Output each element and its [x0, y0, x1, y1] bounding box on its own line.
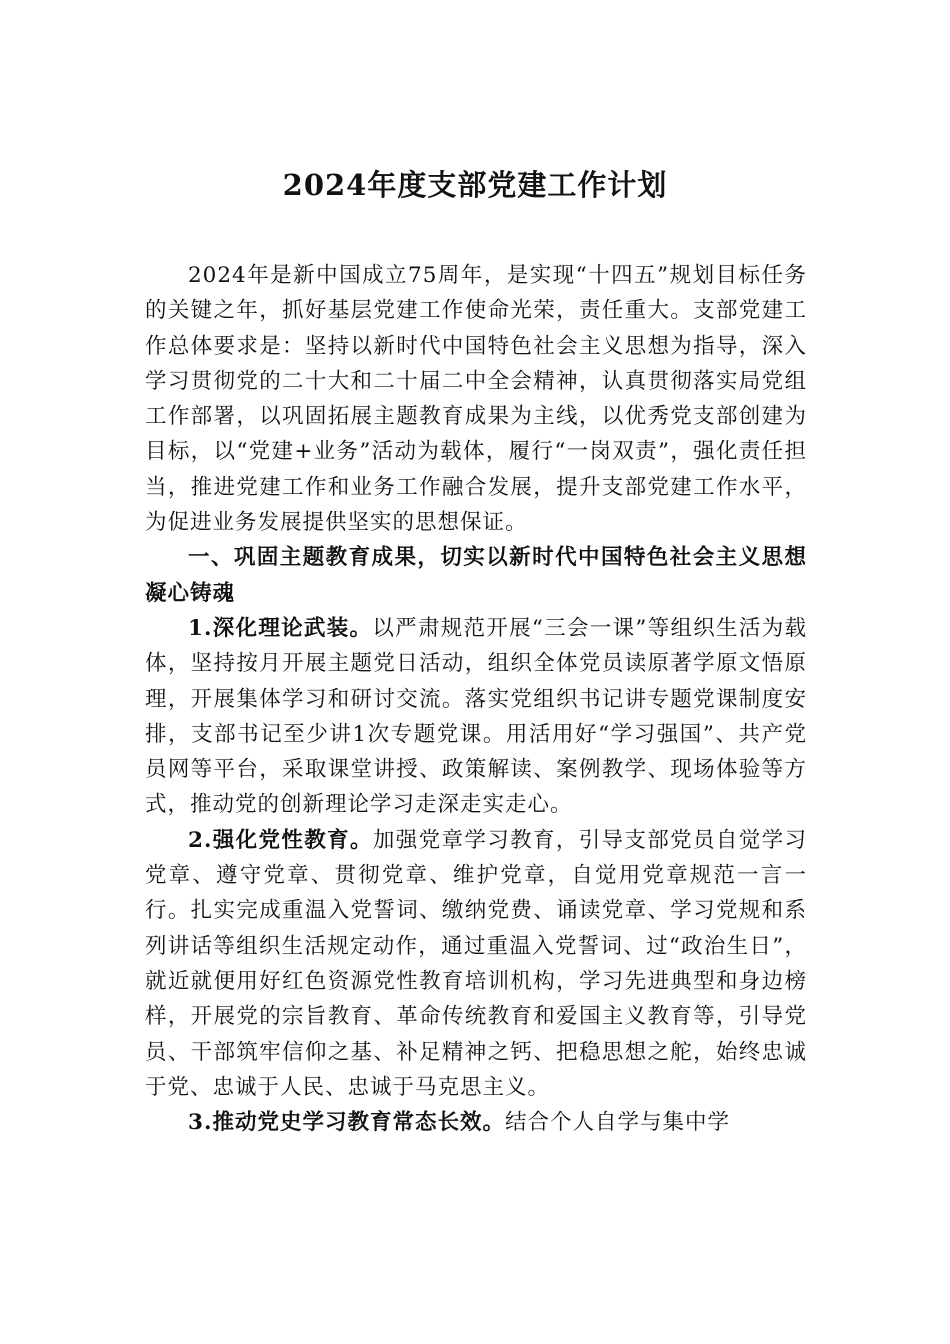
item-lead-1: 1.深化理论武装。 [188, 615, 373, 641]
item-paragraph-3 [145, 1105, 807, 1140]
intro-paragraph: 2024年是新中国成立75周年，是实现“十四五”规划目标任务的关键之年，抓好基层党建工作使命光荣，责任重大。支部党建工作总体要求是：坚持以新时代中国特色社会主义思想为指导，深入学习贯彻党的二十大和二十届二中全会精神，认真贯彻落实局党组工作部署，以巩固拓展主题教育成果为主线，以优秀党支部创建为目标，以“党建+业务”活动为载体，履行“一岗双责”，强化责任担当，推进党建工作和业务工作融合发展，提升支部党建工作水平，为促进业务发展提供坚实的思想保证。 [145, 263, 807, 536]
document-title: 2024年度支部党建工作计划 [282, 168, 668, 202]
document-body [145, 258, 807, 1140]
item-paragraph-2 [145, 823, 807, 1105]
item-paragraph-1 [145, 611, 807, 823]
item-text-3: 结合个人自学与集中学 [504, 1110, 730, 1136]
item-text-2: 加强党章学习教育，引导支部党员自觉学习党章、遵守党章、贯彻党章、维护党章，自觉用党章规范一言一行。扎实完成重温入党誓词、缴纳党费、诵读党章、学习党规和系列讲话等组织生活规定动作，通过重温入党誓词、过“政治生日”，就近就便用好红色资源党性教育培训机构，学习先进典型和身边榜样，开展党的宗旨教育、革命传统教育和爱国主义教育等，引导党员、干部筑牢信仰之基、补足精神之钙、把稳思想之舵，始终忠诚于党、忠诚于人民、忠诚于马克思主义。 [145, 827, 807, 1100]
item-lead-3: 3.推动党史学习教育常态长效。 [188, 1110, 505, 1136]
item-text-1: 以严肃规范开展“三会一课”等组织生活为载体，坚持按月开展主题党日活动，组织全体党员读原著学原文悟原理，开展集体学习和研讨交流。落实党组织书记讲专题党课制度安排，支部书记至少讲1次专题党课。用活用好“学习强国”、共产党员网等平台，采取课堂讲授、政策解读、案例教学、现场体验等方式，推动党的创新理论学习走深走实走心。 [145, 615, 807, 818]
section-heading: 一、巩固主题教育成果，切实以新时代中国特色社会主义思想凝心铸魂 [145, 545, 807, 606]
item-lead-2: 2.强化党性教育。 [188, 827, 373, 853]
